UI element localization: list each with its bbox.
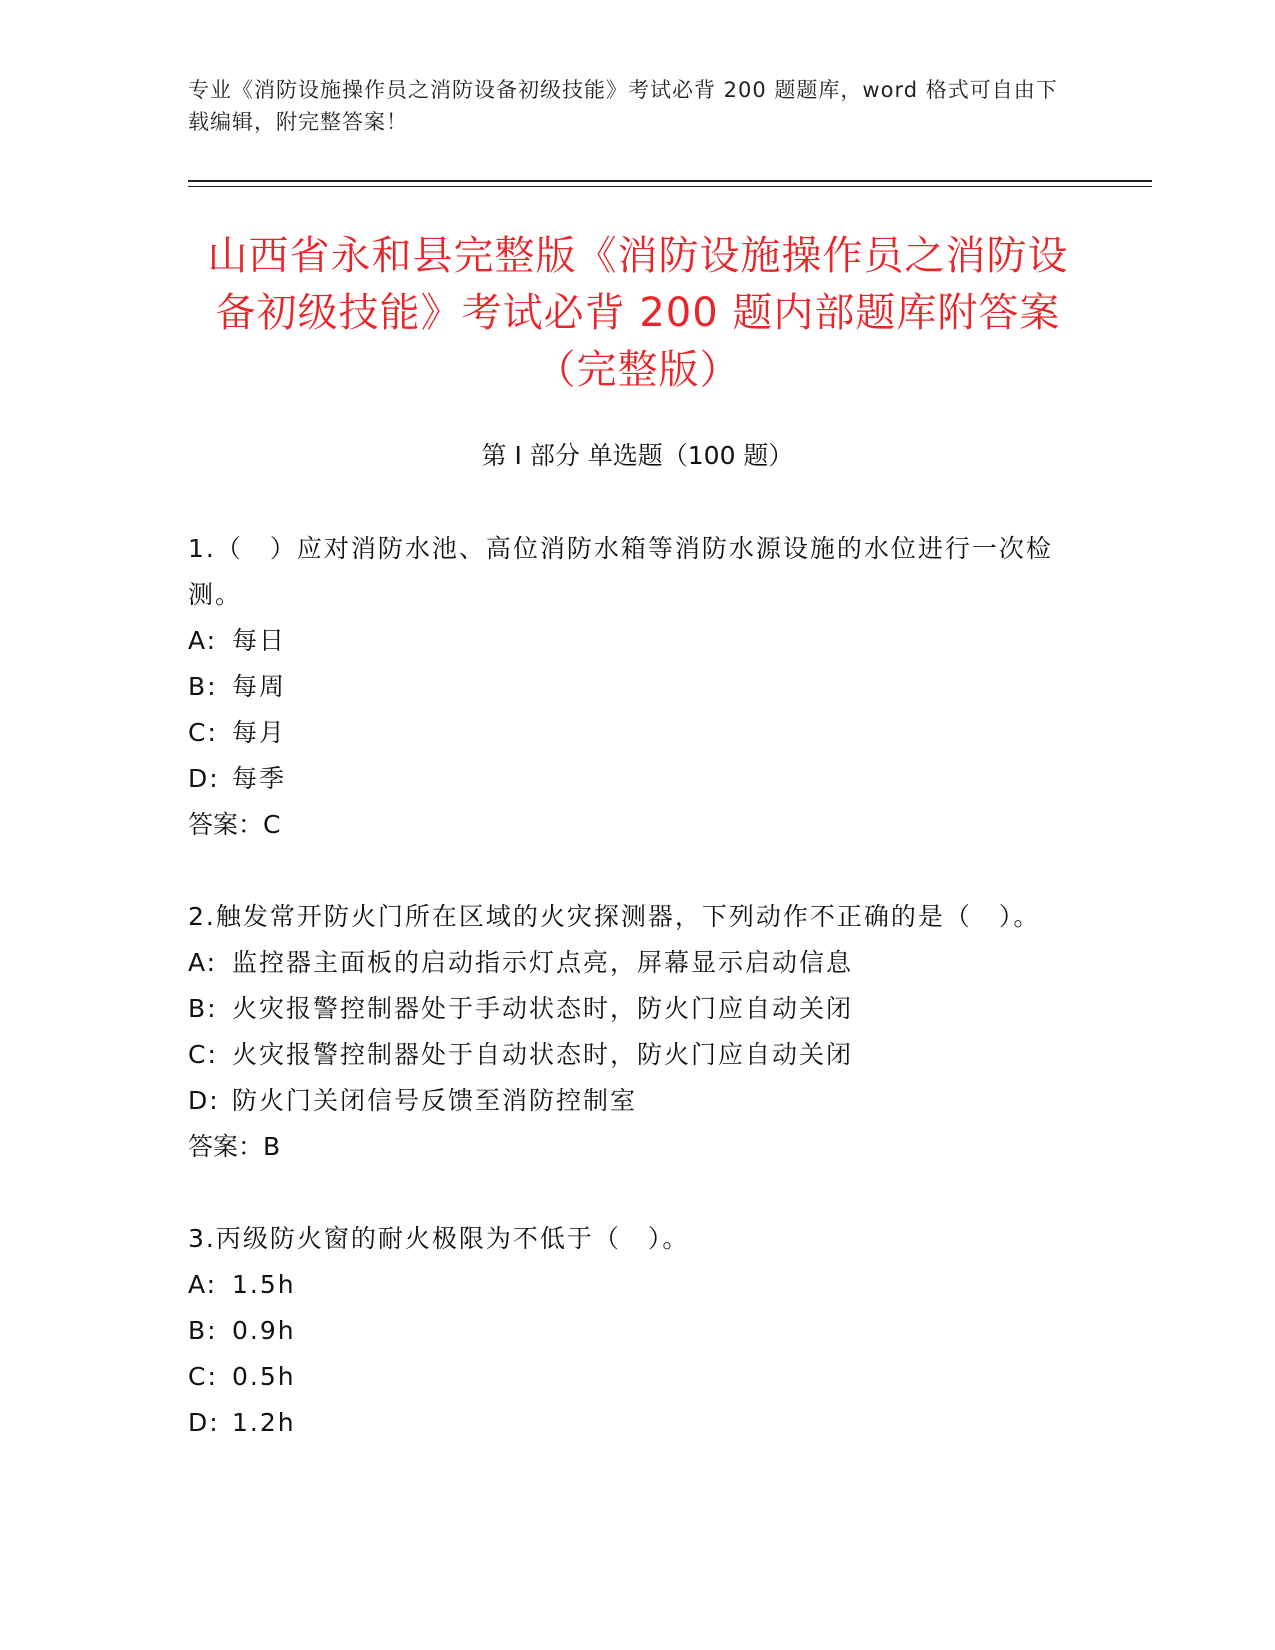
option-text: 1.2h: [232, 1408, 296, 1437]
option-letter: D:: [188, 764, 220, 793]
option-a: [188, 940, 1058, 986]
option-d: [188, 1078, 1058, 1124]
question-item: [188, 526, 1058, 848]
document-title: 山西省永和县完整版《消防设施操作员之消防设备初级技能》考试必背 200 题内部题库附答案（完整版）: [207, 233, 1069, 393]
header-rule-thick: [188, 180, 1152, 182]
option-b: [188, 1308, 1058, 1354]
question-stem: 1.（ ）应对消防水池、高位消防水箱等消防水源设施的水位进行一次检测。: [188, 534, 1053, 609]
option-text: 监控器主面板的启动指示灯点亮，屏幕显示启动信息: [232, 948, 854, 977]
option-text: 防火门关闭信号反馈至消防控制室: [232, 1086, 638, 1115]
option-text: 1.5h: [232, 1270, 296, 1299]
option-letter: D:: [188, 1408, 220, 1437]
question-item: [188, 1216, 1058, 1446]
option-b: [188, 664, 1058, 710]
section-heading: 第 I 部分 单选题（100 题）: [481, 441, 794, 470]
option-d: [188, 756, 1058, 802]
option-letter: C:: [188, 1040, 218, 1069]
option-text: 0.9h: [232, 1316, 296, 1345]
option-c: [188, 1032, 1058, 1078]
option-letter: A:: [188, 626, 218, 655]
header-note: 专业《消防设施操作员之消防设备初级技能》考试必背 200 题题库，word 格式可自由下载编辑，附完整答案！: [188, 78, 1058, 134]
option-text: 每日: [232, 626, 287, 655]
question-stem: 2.触发常开防火门所在区域的火灾探测器，下列动作不正确的是（ ）。: [188, 902, 1041, 931]
option-d: [188, 1400, 1058, 1446]
question-list: [188, 526, 1058, 1492]
option-letter: B:: [188, 672, 218, 701]
answer-line: 答案：B: [188, 1132, 281, 1161]
header-rule-thin: [188, 186, 1152, 187]
option-letter: D:: [188, 1086, 220, 1115]
option-text: 每季: [232, 764, 287, 793]
option-letter: C:: [188, 718, 218, 747]
option-text: 每周: [232, 672, 287, 701]
option-text: 每月: [232, 718, 287, 747]
option-text: 火灾报警控制器处于手动状态时，防火门应自动关闭: [232, 994, 854, 1023]
question-item: [188, 894, 1058, 1170]
option-letter: A:: [188, 1270, 218, 1299]
option-c: [188, 1354, 1058, 1400]
option-c: [188, 710, 1058, 756]
option-text: 火灾报警控制器处于自动状态时，防火门应自动关闭: [232, 1040, 854, 1069]
option-letter: C:: [188, 1362, 218, 1391]
option-letter: B:: [188, 994, 218, 1023]
answer-line: 答案：C: [188, 810, 281, 839]
option-letter: A:: [188, 948, 218, 977]
option-a: [188, 1262, 1058, 1308]
question-stem: 3.丙级防火窗的耐火极限为不低于（ ）。: [188, 1224, 690, 1253]
option-b: [188, 986, 1058, 1032]
option-text: 0.5h: [232, 1362, 296, 1391]
option-a: [188, 618, 1058, 664]
option-letter: B:: [188, 1316, 218, 1345]
